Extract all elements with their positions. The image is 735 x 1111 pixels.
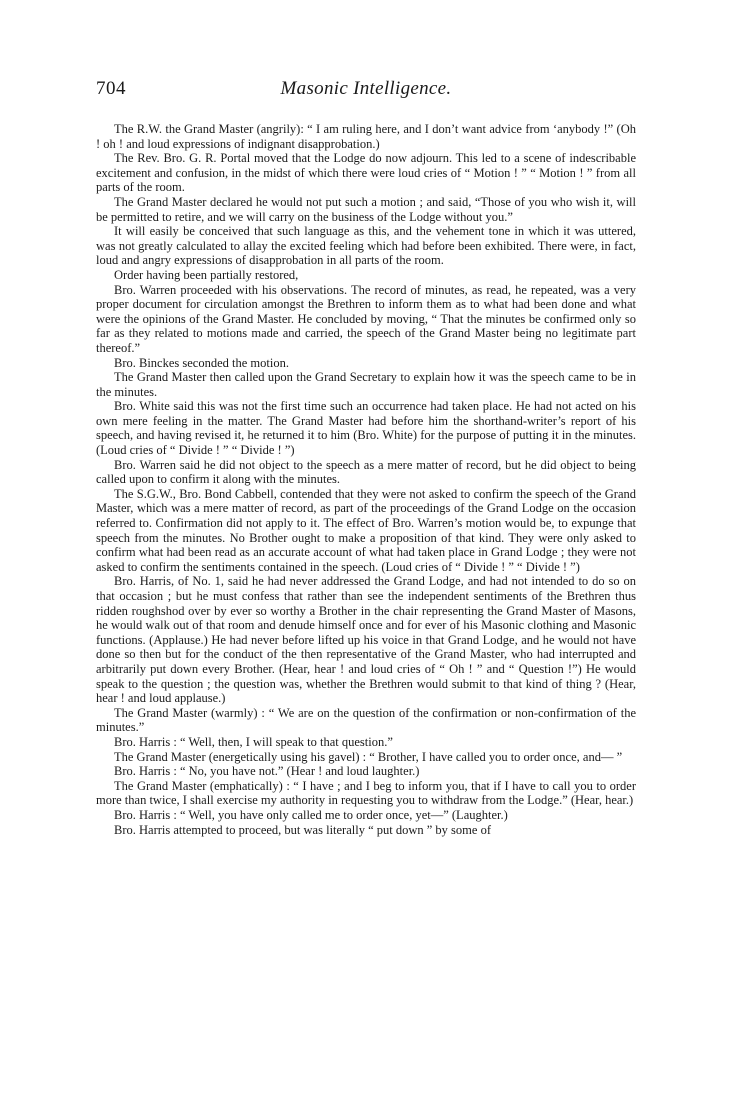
paragraph: The Grand Master (energetically using his gavel) : “ Brother, I have called you to order once, and— ” bbox=[114, 749, 623, 764]
document-page bbox=[96, 78, 636, 837]
paragraph: Bro. Harris : “ Well, then, I will speak to that question.” bbox=[114, 734, 393, 749]
paragraph: Bro. Harris : “ No, you have not.” (Hear ! and loud laughter.) bbox=[114, 764, 420, 779]
page-number: 704 bbox=[96, 78, 126, 99]
paragraph: The Grand Master then called upon the Grand Secretary to explain how it was the speech came to be in the minutes. bbox=[96, 370, 636, 399]
paragraph: The Rev. Bro. G. R. Portal moved that the Lodge do now adjourn. This led to a scene of indescribable excitement and confusion, in the midst of which there were loud cries of “ Motion ! ” “ Motion ! ” from all parts of the room. bbox=[96, 151, 636, 195]
paragraph: It will easily be conceived that such language as this, and the vehement tone in which it was uttered, was not greatly calculated to allay the excited feeling which had before been exhibited. There were, in fact, loud and angry expressions of disapprobation in all parts of the room. bbox=[96, 224, 636, 268]
paragraph: Bro. White said this was not the first time such an occurrence had taken place. He had not acted on his own mere feeling in the matter. The Grand Master had before him the shorthand-writer’s report of his speech, and having revised it, he returned it to him (Bro. White) for the purpose of putting it in the minutes. (Loud cries of “ Divide ! ” “ Divide ! ”) bbox=[96, 399, 636, 458]
paragraph: The S.G.W., Bro. Bond Cabbell, contended that they were not asked to confirm the speech of the Grand Master, which was a mere matter of record, as part of the proceedings of the Grand Lodge on the occasion referred to. Confirmation did not apply to it. The effect of Bro. Warren’s motion would be, to expunge that speech from the minutes. No Brother ought to make a proposition of that kind. They were only asked to confirm what had been read as an accurate account of what had taken place in Grand Lodge ; they were not asked to confirm the sentiments contained in the speech. (Loud cries of “ Divide ! ” “ Divide ! ”) bbox=[96, 486, 636, 574]
paragraph: Bro. Warren proceeded with his observations. The record of minutes, as read, he repeated, was a very proper document for circulation amongst the Brethren to inform them as to what had been done and what were the opinions of the Grand Master. He concluded by moving, “ That the minutes be confirmed only so far as they related to motions made and carried, the speech of the Grand Master being no legitimate part thereof.” bbox=[96, 282, 636, 355]
article-body bbox=[96, 122, 636, 837]
paragraph: Bro. Harris attempted to proceed, but was literally “ put down ” by some of bbox=[114, 822, 491, 837]
paragraph: The Grand Master (warmly) : “ We are on the question of the confirmation or non-confirmation of the minutes.” bbox=[96, 705, 636, 735]
paragraph: Bro. Binckes seconded the motion. bbox=[114, 355, 289, 370]
paragraph: The Grand Master (emphatically) : “ I have ; and I beg to inform you, that if I have to call you to order more than twice, I shall exercise my authority in requesting you to withdraw from the Lodge.” (Hear, hear.) bbox=[96, 778, 636, 808]
paragraph: The R.W. the Grand Master (angrily): “ I am ruling here, and I don’t want advice from ‘anybody !” (Oh ! oh ! and loud expressions of indignant disapprobation.) bbox=[96, 122, 636, 151]
paragraph: Bro. Harris : “ Well, you have only called me to order once, yet—” (Laughter.) bbox=[114, 807, 508, 822]
running-head bbox=[96, 78, 636, 106]
paragraph: The Grand Master declared he would not put such a motion ; and said, “Those of you who wish it, will be permitted to retire, and we will carry on the business of the Lodge without you.” bbox=[96, 194, 636, 224]
paragraph: Bro. Warren said he did not object to the speech as a mere matter of record, but he did object to being called upon to confirm it along with the minutes. bbox=[96, 457, 636, 487]
paragraph: Bro. Harris, of No. 1, said he had never addressed the Grand Lodge, and had not intended to do so on that occasion ; but he must confess that rather than see the independent sentiments of the Brethren thus ridden roughshod over by ever so worthy a Brother in the chair representing the Grand Master of Masons, he would walk out of that room and denude himself once and for ever of his Masonic clothing and Masonic functions. (Applause.) He had never before lifted up his voice in that Grand Lodge, and he would not have done so then but for the conduct of the then representative of the Grand Master, who had interrupted and arbitrarily put down every Brother. (Hear, hear ! and loud cries of “ Oh ! ” and “ Question !”) He would speak to the question ; the question was, whether the Brethren would submit to that kind of thing ? (Hear, hear ! and loud applause.) bbox=[96, 574, 636, 706]
running-title: Masonic Intelligence. bbox=[280, 78, 452, 99]
paragraph: Order having been partially restored, bbox=[114, 267, 299, 282]
